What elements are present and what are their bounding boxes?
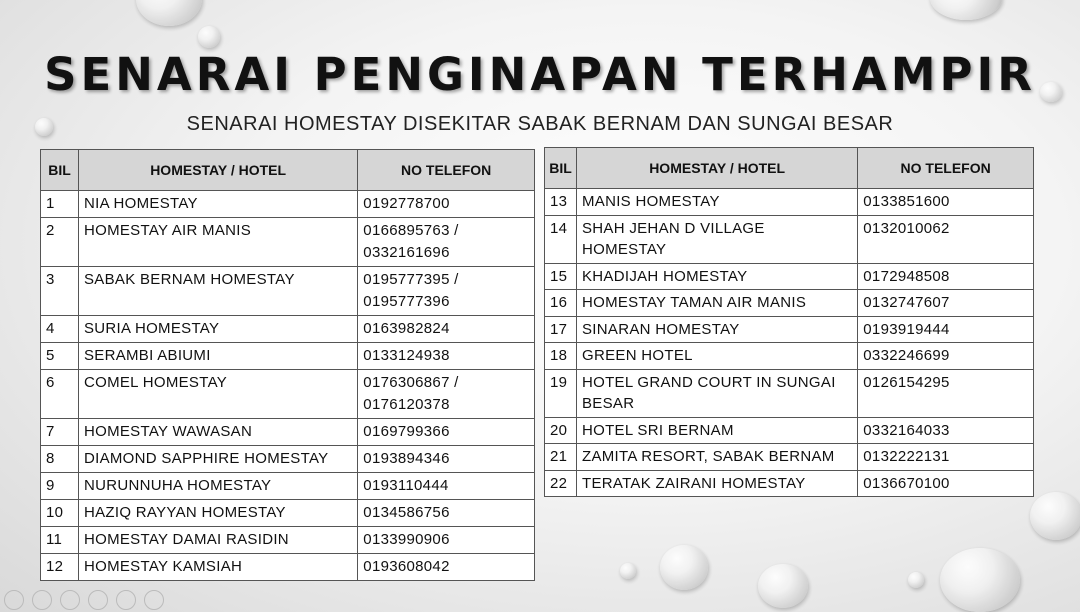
cell-phone: 0132222131 <box>858 444 1034 471</box>
table-row <box>41 500 535 527</box>
cell-name: HOTEL GRAND COURT IN SUNGAI BESAR <box>576 369 857 417</box>
cell-name: HAZIQ RAYYAN HOMESTAY <box>78 500 357 527</box>
table-row <box>41 218 535 267</box>
cell-name: SERAMBI ABIUMI <box>78 343 357 370</box>
cell-bil: 19 <box>545 369 577 417</box>
table-row <box>41 473 535 500</box>
table-row <box>545 189 1034 216</box>
cell-name: NURUNNUHA HOMESTAY <box>78 473 357 500</box>
cell-bil: 13 <box>545 189 577 216</box>
cell-phone: 0193894346 <box>358 446 535 473</box>
cell-bil: 2 <box>41 218 79 267</box>
cell-phone: 0133124938 <box>358 343 535 370</box>
slides-icon[interactable] <box>88 590 108 610</box>
table-row <box>545 215 1034 263</box>
cell-phone: 0132747607 <box>858 290 1034 317</box>
cell-name: NIA HOMESTAY <box>78 191 357 218</box>
header-name: HOMESTAY / HOTEL <box>78 150 357 191</box>
header-name: HOMESTAY / HOTEL <box>576 148 857 189</box>
cell-bil: 1 <box>41 191 79 218</box>
table-row <box>41 419 535 446</box>
more-icon[interactable] <box>144 590 164 610</box>
cell-phone: 0133851600 <box>858 189 1034 216</box>
cell-bil: 10 <box>41 500 79 527</box>
table-row <box>545 343 1034 370</box>
cell-bil: 15 <box>545 263 577 290</box>
table-row <box>545 369 1034 417</box>
water-drop-decoration <box>908 572 924 588</box>
cell-bil: 9 <box>41 473 79 500</box>
water-drop-decoration <box>930 0 1002 20</box>
cell-phone: 0176306867 / 0176120378 <box>358 370 535 419</box>
cell-bil: 16 <box>545 290 577 317</box>
table-row <box>41 191 535 218</box>
cell-bil: 17 <box>545 316 577 343</box>
pen-icon[interactable] <box>60 590 80 610</box>
header-phone: NO TELEFON <box>858 148 1034 189</box>
cell-name: SABAK BERNAM HOMESTAY <box>78 267 357 316</box>
cell-bil: 22 <box>545 470 577 497</box>
cell-name: HOMESTAY WAWASAN <box>78 419 357 446</box>
cell-phone: 0192778700 <box>358 191 535 218</box>
cell-name: SURIA HOMESTAY <box>78 316 357 343</box>
cell-phone: 0163982824 <box>358 316 535 343</box>
cell-bil: 14 <box>545 215 577 263</box>
cell-phone: 0332164033 <box>858 417 1034 444</box>
table-row <box>41 343 535 370</box>
cell-name: DIAMOND SAPPHIRE HOMESTAY <box>78 446 357 473</box>
water-drop-decoration <box>620 563 636 579</box>
cell-name: HOMESTAY KAMSIAH <box>78 554 357 581</box>
table-row <box>545 316 1034 343</box>
cell-bil: 5 <box>41 343 79 370</box>
cell-phone: 0172948508 <box>858 263 1034 290</box>
table-row <box>41 370 535 419</box>
table-header-row <box>545 148 1034 189</box>
header-phone: NO TELEFON <box>358 150 535 191</box>
cell-phone: 0193608042 <box>358 554 535 581</box>
cell-phone: 0193110444 <box>358 473 535 500</box>
cell-name: ZAMITA RESORT, SABAK BERNAM <box>576 444 857 471</box>
table-row <box>545 444 1034 471</box>
cell-bil: 6 <box>41 370 79 419</box>
table-header-row <box>41 150 535 191</box>
table-row <box>41 446 535 473</box>
cell-phone: 0136670100 <box>858 470 1034 497</box>
cell-phone: 0132010062 <box>858 215 1034 263</box>
next-slide-icon[interactable] <box>32 590 52 610</box>
table-row <box>545 417 1034 444</box>
cell-name: SHAH JEHAN D VILLAGE HOMESTAY <box>576 215 857 263</box>
cell-phone: 0126154295 <box>858 369 1034 417</box>
cell-name: HOMESTAY DAMAI RASIDIN <box>78 527 357 554</box>
table-row <box>545 470 1034 497</box>
cell-phone: 0166895763 / 0332161696 <box>358 218 535 267</box>
cell-bil: 11 <box>41 527 79 554</box>
cell-name: KHADIJAH HOMESTAY <box>576 263 857 290</box>
homestay-table-left <box>40 149 535 581</box>
water-drop-decoration <box>758 564 808 608</box>
table-row <box>41 316 535 343</box>
water-drop-decoration <box>136 0 202 26</box>
cell-bil: 21 <box>545 444 577 471</box>
prev-slide-icon[interactable] <box>4 590 24 610</box>
cell-name: MANIS HOMESTAY <box>576 189 857 216</box>
cell-phone: 0332246699 <box>858 343 1034 370</box>
header-bil: BIL <box>41 150 79 191</box>
zoom-icon[interactable] <box>116 590 136 610</box>
cell-name: HOMESTAY TAMAN AIR MANIS <box>576 290 857 317</box>
table-row <box>41 267 535 316</box>
cell-bil: 3 <box>41 267 79 316</box>
cell-bil: 8 <box>41 446 79 473</box>
cell-name: COMEL HOMESTAY <box>78 370 357 419</box>
cell-phone: 0134586756 <box>358 500 535 527</box>
cell-name: SINARAN HOMESTAY <box>576 316 857 343</box>
table-row <box>545 290 1034 317</box>
cell-name: HOMESTAY AIR MANIS <box>78 218 357 267</box>
cell-phone: 0195777395 / 0195777396 <box>358 267 535 316</box>
homestay-table-right <box>544 147 1034 497</box>
water-drop-decoration <box>198 26 220 48</box>
water-drop-decoration <box>660 545 708 590</box>
cell-bil: 20 <box>545 417 577 444</box>
cell-name: HOTEL SRI BERNAM <box>576 417 857 444</box>
table-row <box>41 527 535 554</box>
cell-phone: 0133990906 <box>358 527 535 554</box>
header-bil: BIL <box>545 148 577 189</box>
table-row <box>545 263 1034 290</box>
cell-name: TERATAK ZAIRANI HOMESTAY <box>576 470 857 497</box>
cell-phone: 0169799366 <box>358 419 535 446</box>
water-drop-decoration <box>940 548 1020 612</box>
table-row <box>41 554 535 581</box>
cell-phone: 0193919444 <box>858 316 1034 343</box>
cell-bil: 7 <box>41 419 79 446</box>
slide-subtitle: SENARAI HOMESTAY DISEKITAR SABAK BERNAM DAN SUNGAI BESAR <box>186 113 894 135</box>
cell-bil: 18 <box>545 343 577 370</box>
cell-name: GREEN HOTEL <box>576 343 857 370</box>
cell-bil: 4 <box>41 316 79 343</box>
water-drop-decoration <box>1030 492 1080 540</box>
slide-title: SENARAI PENGINAPAN TERHAMPIR <box>44 48 1036 101</box>
slide-nav-controls <box>4 590 164 610</box>
cell-bil: 12 <box>41 554 79 581</box>
